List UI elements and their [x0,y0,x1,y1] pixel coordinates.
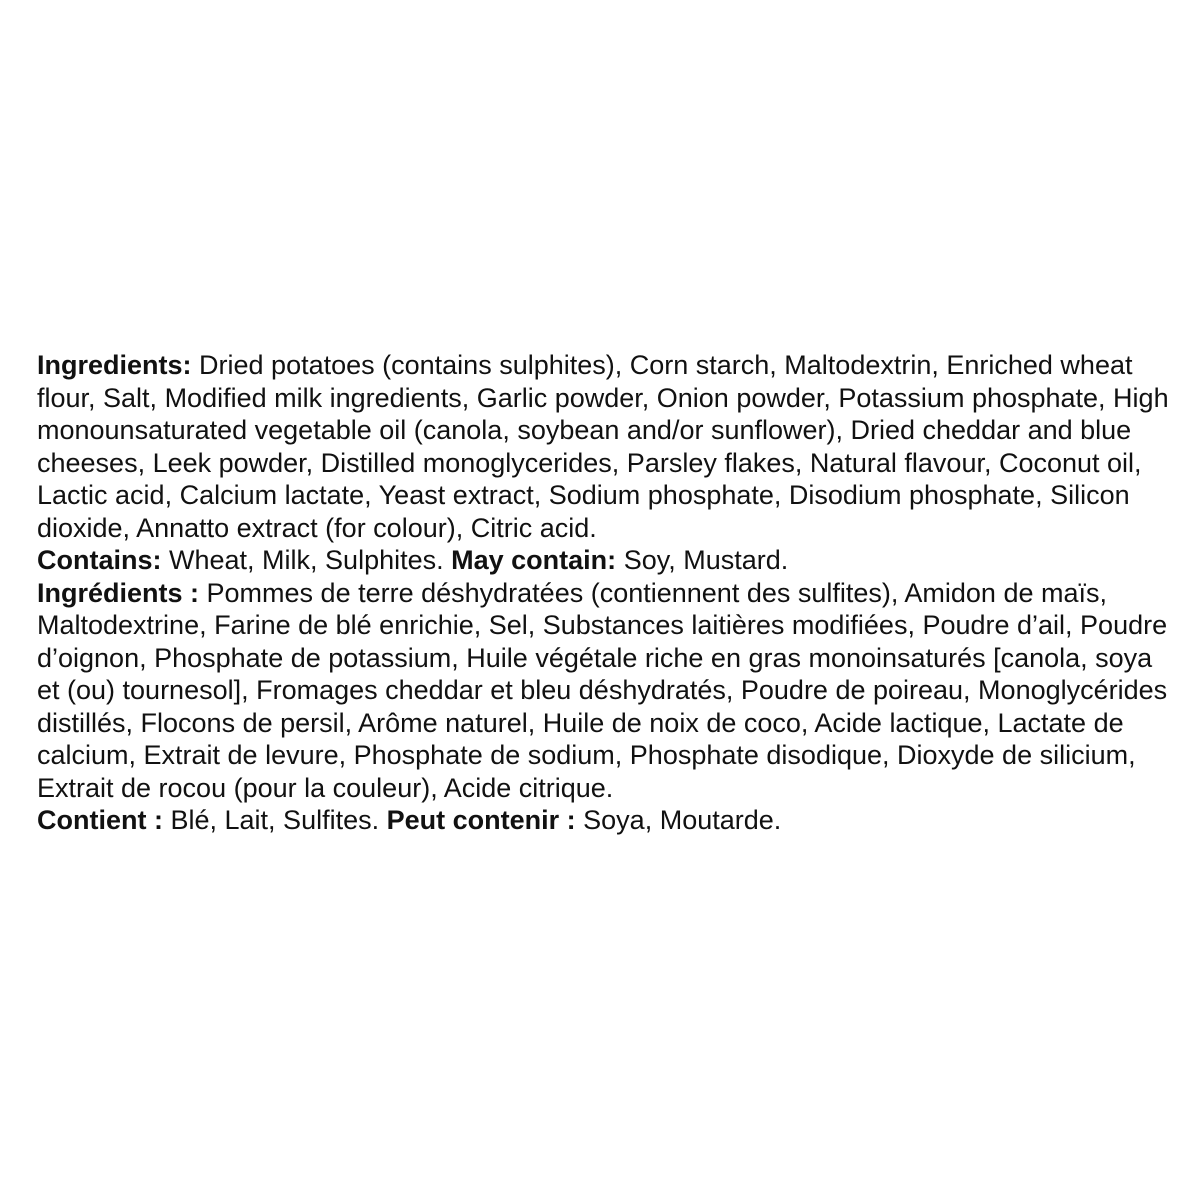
english-may-contain-list: Soy, Mustard. [623,545,789,575]
english-contains-list: Wheat, Milk, Sulphites. [169,545,444,575]
french-ingredients-heading: Ingrédients : [37,577,200,608]
english-ingredients-list: Dried potatoes (contains sulphites), Corn starch, Maltodextrin, Enriched wheat flour, Salt, Modified milk ingredients, Garlic powder, Onion powder, Potassium phosphate, High monounsaturated vegetable oil (canola, soybean and/or sunflower), Dried cheddar and blue cheeses, Leek powder, Distilled monoglycerides, Parsley flakes, Natural flavour, Coconut oil, Lactic acid, Calcium lactate, Yeast extract, Sodium phosphate, Disodium phosphate, Silicon dioxide, Annatto extract (for colour), Citric acid. [37,350,1169,543]
french-may-contain-list: Soya, Moutarde. [583,805,782,835]
english-ingredients [37,349,1177,544]
french-contains-list: Blé, Lait, Sulfites. [170,805,380,835]
french-allergens [37,804,1177,837]
french-ingredients-list: Pommes de terre déshydratées (contiennent des sulfites), Amidon de maïs, Maltodextrine, Farine de blé enrichie, Sel, Substances laitières modifiées, Poudre d’ail, Poudre d’oignon, Phosphate de potassium, Huile végétale riche en gras monoinsaturés [canola, soya et (ou) tournesol], Fromages cheddar et bleu déshydratés, Poudre de poireau, Monoglycérides distillés, Flocons de persil, Arôme naturel, Huile de noix de coco, Acide lactique, Lactate de calcium, Extrait de levure, Phosphate de sodium, Phosphate disodique, Dioxyde de silicium, Extrait de rocou (pour la couleur), Acide citrique. [37,577,1168,803]
english-contains-heading: Contains: [37,545,162,575]
english-allergens [37,544,1177,577]
french-ingredients [37,577,1177,805]
english-ingredients-heading: Ingredients: [37,350,192,380]
french-contains-heading: Contient : [37,805,163,835]
ingredient-label [37,349,1177,837]
english-may-contain-heading: May contain: [451,545,617,575]
french-may-contain-heading: Peut contenir : [386,805,576,835]
